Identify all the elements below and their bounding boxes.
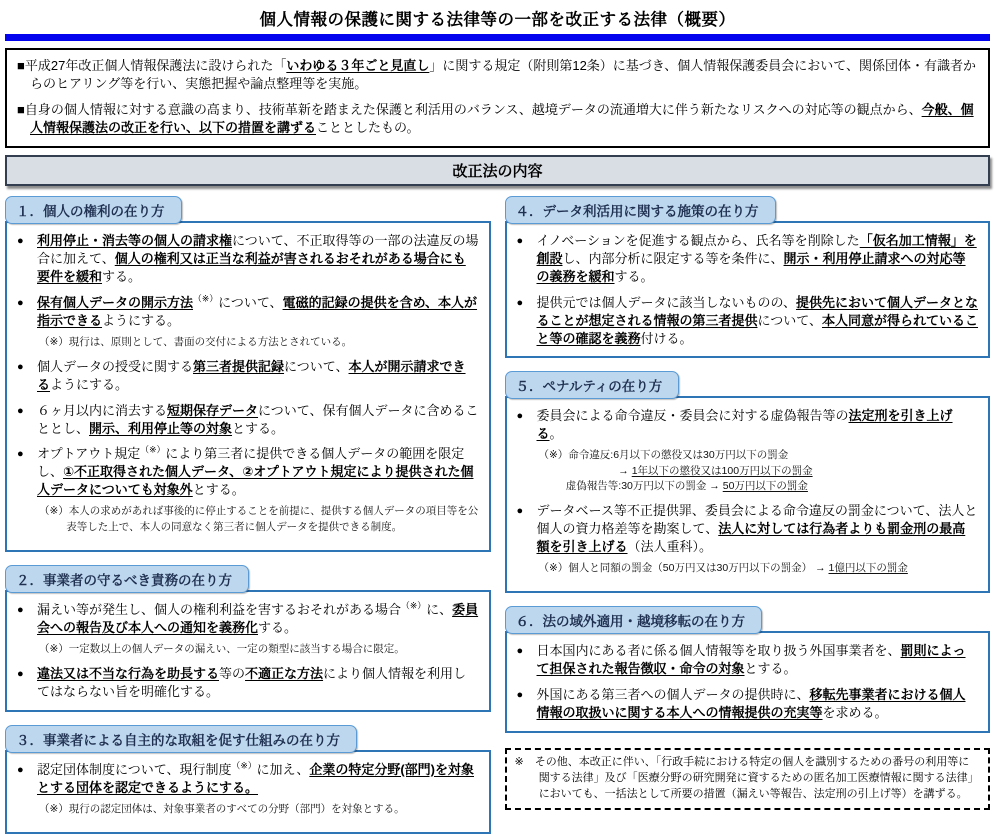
- text-segment: オプトアウト規定: [37, 446, 141, 462]
- section-3-box: [5, 750, 491, 834]
- left-column: [5, 196, 491, 834]
- bullet-item: [517, 686, 979, 722]
- bullet-item: [517, 407, 979, 443]
- section-4-heading: ４．データ利活用に関する施策の在り方: [505, 196, 776, 224]
- text-segment: について、: [218, 294, 283, 310]
- text-segment: について、不正取得等の一部の法違反の場合に加えて、: [37, 232, 479, 266]
- text-segment: （※）: [401, 600, 427, 611]
- bullet-text: [37, 761, 479, 797]
- supplementary-footnote-box: [505, 748, 991, 810]
- text-segment: （※）: [231, 760, 257, 771]
- text-segment: 罰則によって担保された報告徴収・命令の対象: [536, 643, 966, 676]
- bullet-item: [17, 665, 479, 701]
- text-segment: いわゆる３年ごと見直し: [286, 58, 430, 73]
- bullet-item: [17, 761, 479, 797]
- text-segment: とする。: [744, 660, 797, 676]
- text-segment: 1億円以下の罰金: [828, 561, 908, 574]
- section-5-box: [505, 396, 991, 593]
- circle-bullet-icon: ●: [516, 688, 524, 701]
- text-segment: こととしたもの。: [316, 120, 420, 136]
- text-segment: 短期保存データ: [167, 402, 259, 418]
- text-segment: 移転先事業者における個人情報の取扱いに関する本人への情報提供の充実等: [536, 686, 966, 720]
- text-segment: 本人が開示請求できる: [37, 358, 466, 392]
- bullet-text: [37, 402, 479, 438]
- text-segment: 違法又は不当な行為を助長する: [37, 665, 220, 681]
- text-segment: を求める。: [822, 704, 888, 720]
- two-column-layout: [5, 196, 990, 834]
- right-column: [505, 196, 991, 810]
- bullet-item: [517, 502, 979, 556]
- text-segment: 50万円以下の罰金: [722, 479, 808, 492]
- bullet-text: [537, 232, 979, 286]
- text-segment: 委員会による命令違反・委員会に対する虚偽報告等の: [536, 408, 849, 424]
- text-segment: （法人重科）。: [627, 538, 713, 554]
- text-segment: 」に関する規定（附則第12条）に基づき、個人情報保護委員会において、関係団体・有識者からのヒアリング等を行い、実態把握や論点整理等を実施。: [30, 58, 977, 92]
- text-segment: （※）現行の認定団体は、対象事業者のすべての分野（部門）を対象とする。: [39, 802, 405, 815]
- bullet-item: [517, 232, 979, 286]
- text-segment: （※）命令違反:6月以下の懲役又は30万円以下の罰金: [538, 449, 789, 462]
- section-6-heading: ６．法の域外適用・越境移転の在り方: [505, 606, 763, 634]
- section-1-box: [5, 221, 491, 552]
- text-segment: 認定団体制度について、現行制度: [37, 761, 232, 777]
- text-segment: （※）個人と同額の罰金（50万円又は30万円以下の罰金） →: [538, 561, 829, 574]
- bullet-text: [537, 642, 979, 678]
- circle-bullet-icon: ●: [17, 360, 24, 373]
- text-segment: とする。: [232, 420, 285, 436]
- text-segment: について、保有個人データに含めることとし、: [37, 402, 479, 436]
- text-segment: データベース等不正提供罪、委員会による命令違反の罰金について、法人と個人の資力格差等を勘案して、: [536, 502, 978, 536]
- text-segment: 本人同意が得られていること等の確認を義務: [536, 312, 979, 346]
- text-segment: により個人情報を利用してはならない旨を明確化する。: [37, 665, 467, 699]
- bullet-item: [17, 402, 479, 438]
- bullet-text: [37, 294, 479, 330]
- text-segment: （※）一定数以上の個人データの漏えい、一定の類型に該当する場合に限定。: [39, 642, 405, 655]
- text-segment: ようにする。: [50, 376, 129, 392]
- bullet-item: [517, 294, 979, 348]
- bullet-text: [537, 407, 979, 443]
- text-segment: ①不正取得された個人データ、②オプトアウト規定により提供された個人データについても対象外: [37, 464, 474, 498]
- section-1: [5, 196, 491, 552]
- section-3: [5, 725, 491, 834]
- bullet-item: [17, 601, 479, 637]
- section-5-heading: ５．ペナルティの在り方: [505, 371, 680, 399]
- circle-bullet-icon: ●: [516, 410, 524, 423]
- section-4-box: [505, 221, 991, 359]
- bullet-text: [537, 686, 979, 722]
- section-6-box: [505, 631, 991, 733]
- text-segment: 自身の個人情報に対する意識の高まり、技術革新を踏まえた保護と利活用のバランス、越境データの流通増大に伴う新たなリスクへの対応等の観点から、: [24, 101, 922, 117]
- intro-bullet-2: [17, 101, 978, 138]
- text-segment: 外国にある第三者への個人データの提供時に、: [536, 686, 810, 702]
- text-segment: 第三者提供記録: [193, 358, 285, 374]
- section-5: [505, 371, 991, 593]
- bullet-item: [517, 642, 979, 678]
- footnote-item: [39, 802, 479, 817]
- text-segment: 付ける。: [640, 330, 693, 346]
- bullet-item: [17, 232, 479, 286]
- text-segment: 法人に対しては行為者よりも罰金刑の最高額を引き上げる: [536, 520, 966, 554]
- text-segment: →: [565, 464, 632, 477]
- circle-bullet-icon: ●: [17, 448, 24, 461]
- footnote-item: [539, 561, 979, 576]
- circle-bullet-icon: ●: [17, 234, 24, 247]
- text-segment: 等の: [219, 665, 246, 681]
- circle-bullet-icon: ●: [17, 763, 24, 776]
- text-segment: する。: [614, 268, 654, 284]
- section-2-heading: ２．事業者の守るべき責務の在り方: [5, 565, 249, 593]
- square-bullet-icon: ■: [17, 58, 25, 73]
- text-segment: 虚偽報告等:30万円以下の罰金 →: [565, 479, 723, 492]
- footnote-item: [39, 504, 479, 534]
- bullet-item: [17, 294, 479, 330]
- title-divider-rule: [5, 34, 990, 41]
- text-segment: により第三者に提供できる個人データの範囲を限定し、: [37, 446, 465, 480]
- text-segment: に加え、: [256, 761, 310, 777]
- text-segment: イノベーションを促進する観点から、氏名等を削除した: [536, 232, 860, 248]
- section-2-box: [5, 590, 491, 712]
- text-segment: とする。: [192, 482, 245, 498]
- circle-bullet-icon: ●: [17, 404, 24, 417]
- circle-bullet-icon: ●: [516, 296, 524, 309]
- text-segment: 利用停止・消去等の個人の請求権: [37, 232, 233, 248]
- section-4: [505, 196, 991, 359]
- text-segment: 。: [549, 426, 563, 442]
- circle-bullet-icon: ●: [17, 667, 24, 680]
- bullet-text: [37, 601, 479, 637]
- contents-banner: 改正法の内容: [5, 155, 990, 186]
- text-segment: について、: [757, 312, 822, 328]
- bullet-text: [37, 358, 479, 394]
- section-3-heading: ３．事業者による自主的な取組を促す仕組みの在り方: [5, 725, 357, 753]
- text-segment: し、内部分析に限定する等を条件に、: [562, 250, 784, 266]
- section-1-heading: １．個人の権利の在り方: [5, 196, 182, 224]
- text-segment: する。: [102, 268, 142, 284]
- footnote-item: [39, 335, 479, 350]
- text-segment: 委員会への報告及び本人への通知を義務化: [37, 601, 479, 635]
- text-segment: （※）現行は、原則として、書面の交付による方法とされている。: [39, 335, 353, 348]
- text-segment: 提供元では個人データに該当しないものの、: [536, 294, 796, 310]
- text-segment: 企業の特定分野(部門)を対象とする団体を認定できるようにする。: [37, 761, 474, 795]
- intro-bullet-1: [17, 57, 978, 94]
- text-segment: （※）: [193, 293, 219, 304]
- text-segment: 平成27年改正個人情報保護法に設けられた「: [24, 58, 287, 73]
- text-segment: 個人の権利又は正当な利益が害されるおそれがある場合にも要件を緩和: [37, 250, 466, 284]
- text-segment: 今般、個人情報保護法の改正を行い、以下の措置を講ずる: [30, 101, 974, 136]
- text-segment: 開示、利用停止等の対象: [89, 420, 233, 436]
- intro-box: [5, 48, 990, 148]
- text-segment: 電磁的記録の提供を含め、本人が指示できる: [37, 294, 478, 328]
- bullet-item: [17, 358, 479, 394]
- bullet-item: [17, 445, 479, 499]
- text-segment: 個人データの授受に関する: [37, 358, 194, 374]
- text-segment: 法定刑を引き上げる: [536, 408, 953, 442]
- text-segment: 提供先において個人データとなることが想定される情報の第三者提供: [536, 294, 978, 328]
- section-6: [505, 606, 991, 733]
- text-segment: ようにする。: [102, 312, 181, 328]
- text-segment: に、: [426, 601, 453, 617]
- bullet-text: [37, 445, 479, 499]
- circle-bullet-icon: ●: [516, 234, 524, 247]
- bullet-text: [37, 232, 479, 286]
- supplementary-footnote-text: [515, 755, 981, 803]
- text-segment: 漏えい等が発生し、個人の権利利益を害するおそれがある場合: [37, 601, 402, 617]
- footnote-item: [539, 448, 979, 494]
- page-title: 個人情報の保護に関する法律等の一部を改正する法律（概要）: [259, 11, 736, 29]
- bullet-text: [537, 502, 979, 556]
- footnote-item: [39, 642, 479, 657]
- bullet-text: [37, 665, 479, 701]
- text-segment: 不適正な方法: [245, 665, 324, 681]
- text-segment: ※ その他、本改正に伴い、「行政手続における特定の個人を識別するための番号の利用等に関する法律」及び「医療分野の研究開発に資するための匿名加工医療情報に関する法律」においても、一括法として所要の措置（漏えい等報告、法定刑の引上げ等）を講ずる。: [514, 755, 979, 800]
- text-segment: 開示・利用停止請求への対応等の義務を緩和: [536, 250, 966, 284]
- circle-bullet-icon: ●: [516, 645, 524, 657]
- section-2: [5, 565, 491, 712]
- text-segment: 1年以下の懲役又は100万円以下の罰金: [631, 464, 813, 477]
- text-segment: 「仮名加工情報」を創設: [536, 232, 977, 266]
- circle-bullet-icon: ●: [17, 296, 24, 309]
- text-segment: （※）本人の求めがあれば事後的に停止することを前提に、提供する個人データの項目等を公表等した上で、本人の同意なく第三者に個人データを提供できる制度。: [39, 505, 479, 533]
- text-segment: ６ヶ月以内に消去する: [37, 402, 168, 418]
- bullet-text: [537, 294, 979, 348]
- text-segment: 日本国内にある者に係る個人情報等を取り扱う外国事業者を、: [536, 643, 901, 658]
- text-segment: 保有個人データの開示方法: [37, 294, 194, 310]
- circle-bullet-icon: ●: [17, 603, 24, 616]
- square-bullet-icon: ■: [17, 101, 25, 117]
- circle-bullet-icon: ●: [516, 504, 524, 517]
- text-segment: する。: [258, 619, 298, 635]
- text-segment: （※）: [140, 445, 166, 456]
- text-segment: について、: [284, 358, 349, 374]
